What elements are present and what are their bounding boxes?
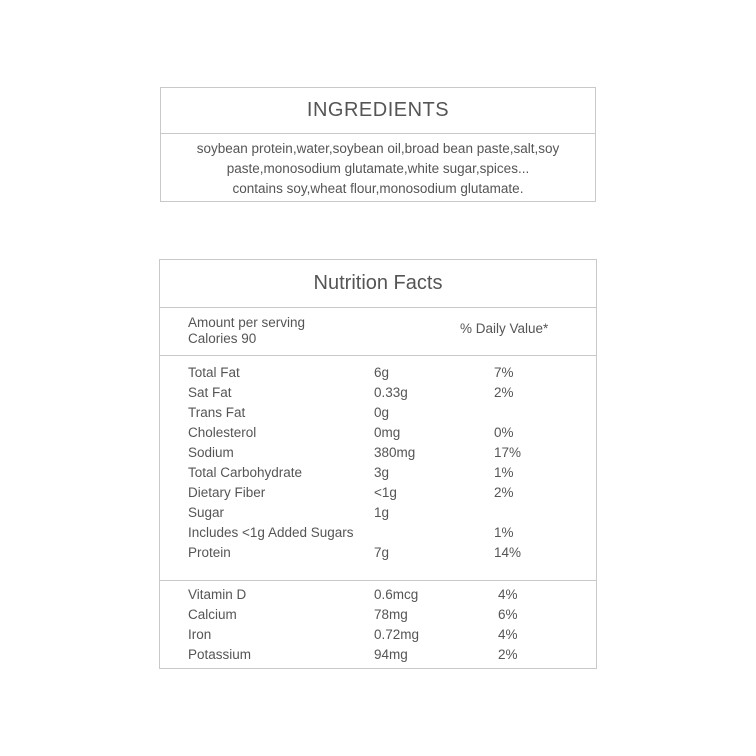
nutrients-table [160,356,596,581]
nutrient-daily-value: 14% [494,545,522,560]
nutrient-name: Dietary Fiber [188,485,266,500]
nutrient-name: Includes <1g Added Sugars [188,525,354,540]
daily-value-header: % Daily Value* [460,321,549,336]
nutrition-facts-panel [159,259,597,669]
nutrient-row [160,445,596,465]
vitamin-name: Iron [188,627,212,642]
ingredients-line: paste,monosodium glutamate,white sugar,spices... [226,161,530,176]
nutrient-name: Total Fat [188,365,240,380]
nutrient-name: Protein [188,545,231,560]
nutrient-row [160,385,596,405]
amount-per-serving-label: Amount per serving [188,315,306,330]
vitamin-name: Potassium [188,647,252,662]
nutrient-daily-value: 2% [494,485,514,500]
vitamin-daily-value: 2% [498,647,518,662]
nutrient-name: Sodium [188,445,234,460]
nutrient-name: Cholesterol [188,425,257,440]
vitamin-daily-value: 4% [498,587,518,602]
nutrient-amount: 380mg [374,445,416,460]
nutrient-row [160,365,596,385]
vitamin-daily-value: 6% [498,607,518,622]
serving-info [160,308,596,356]
nutrient-row [160,405,596,425]
nutrient-daily-value: 17% [494,445,522,460]
nutrient-amount: 0.33g [374,385,408,400]
nutrient-amount: 3g [374,465,390,480]
ingredients-panel [160,87,596,202]
vitamin-amount: 0.6mcg [374,587,419,602]
nutrient-row [160,525,596,545]
nutrient-amount: 7g [374,545,390,560]
nutrient-name: Trans Fat [188,405,246,420]
nutrient-amount: 1g [374,505,390,520]
nutrient-amount: 0mg [374,425,401,440]
vitamin-row [160,587,596,607]
vitamin-name: Vitamin D [188,587,247,602]
nutrient-daily-value: 2% [494,385,514,400]
vitamin-amount: 94mg [374,647,408,662]
nutrient-amount: <1g [374,485,397,500]
nutrient-daily-value: 0% [494,425,514,440]
ingredients-line: contains soy,wheat flour,monosodium glutamate. [232,181,524,196]
ingredients-text [161,134,595,199]
nutrient-daily-value: 1% [494,465,514,480]
vitamin-row [160,647,596,667]
vitamin-amount: 0.72mg [374,627,420,642]
nutrient-amount: 6g [374,365,390,380]
vitamin-name: Calcium [188,607,237,622]
nutrient-amount: 0g [374,405,390,420]
nutrient-name: Sat Fat [188,385,232,400]
nutrient-daily-value: 1% [494,525,514,540]
nutrient-row [160,465,596,485]
ingredients-line: soybean protein,water,soybean oil,broad bean paste,salt,soy [196,141,560,156]
nutrient-daily-value: 7% [494,365,514,380]
nutrition-title: Nutrition Facts [160,260,596,308]
vitamin-row [160,627,596,647]
vitamin-daily-value: 4% [498,627,518,642]
vitamins-minerals-table [160,581,596,669]
nutrient-name: Sugar [188,505,225,520]
nutrient-row [160,545,596,565]
nutrient-row [160,505,596,525]
nutrient-row [160,425,596,445]
calories-label: Calories 90 [188,331,257,346]
nutrient-row [160,485,596,505]
nutrient-name: Total Carbohydrate [188,465,303,480]
vitamin-row [160,607,596,627]
vitamin-amount: 78mg [374,607,408,622]
ingredients-title: INGREDIENTS [161,88,595,134]
